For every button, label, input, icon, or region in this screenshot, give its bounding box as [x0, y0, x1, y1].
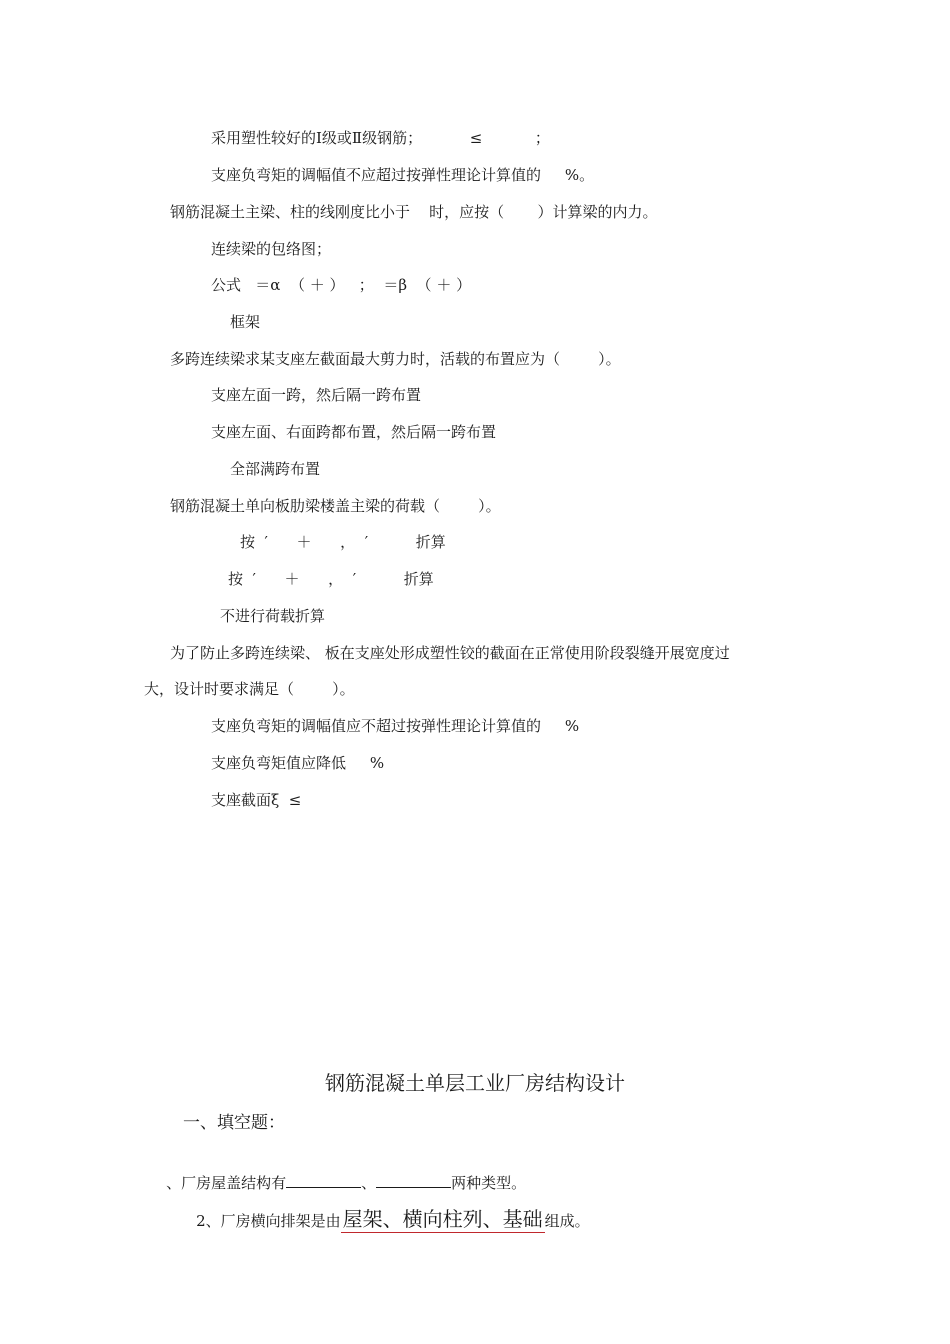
text-line: 支座左面、右面跨都布置，然后隔一跨布置 [211, 423, 497, 441]
text-line: 公式 ＝α （ ＋ ） ； ＝β （ ＋ ） [211, 276, 472, 294]
question-2-suffix: 组成。 [544, 1212, 590, 1230]
text-line: 支座负弯矩的调幅值不应超过按弹性理论计算值的 %。 [211, 166, 595, 184]
text-line: 框架 [230, 313, 261, 331]
text-line: 钢筋混凝土单向板肋梁楼盖主梁的荷载（ ）。 [170, 497, 501, 515]
question-2-prefix: 2、厂房横向排架是由 [196, 1212, 341, 1230]
text-line: 为了防止多跨连续梁、 板在支座处形成塑性铰的截面在正常使用阶段裂缝开展宽度过 [170, 644, 730, 662]
text-line: 支座左面一跨，然后隔一跨布置 [211, 386, 422, 404]
section-heading: 一、填空题： [183, 1113, 285, 1133]
text-line: 支座截面ξ ≤ [211, 791, 302, 809]
text-line: 钢筋混凝土主梁、柱的线刚度比小于 时，应按（ ）计算梁的内力。 [170, 203, 658, 221]
text-line: 多跨连续梁求某支座左截面最大剪力时，活载的布置应为（ ）。 [170, 350, 621, 368]
question-1-prefix: 、厂房屋盖结构有 [166, 1174, 287, 1192]
section-title: 钢筋混凝土单层工业厂房结构设计 [325, 1071, 625, 1095]
text-line: 不进行荷载折算 [220, 607, 326, 625]
question-1-suffix: 两种类型。 [451, 1174, 527, 1192]
question-2 [177, 1184, 590, 1255]
text-line: 连续梁的包络图； [211, 240, 332, 258]
text-line: 支座负弯矩值应降低 % [211, 754, 385, 772]
question-1-separator: 、 [361, 1174, 377, 1192]
handwritten-answer: 屋架、横向柱列、基础 [342, 1207, 543, 1231]
text-line: 按 ′ ＋ ， ′ 折算 [228, 570, 434, 588]
text-line: 采用塑性较好的Ⅰ级或Ⅱ级钢筋； ≤ ； [211, 129, 550, 147]
text-line: 大，设计时要求满足（ ）。 [144, 680, 355, 698]
text-line: 按 ′ ＋ ， ′ 折算 [240, 533, 446, 551]
text-line: 支座负弯矩的调幅值应不超过按弹性理论计算值的 % [211, 717, 580, 735]
text-line: 全部满跨布置 [230, 460, 321, 478]
